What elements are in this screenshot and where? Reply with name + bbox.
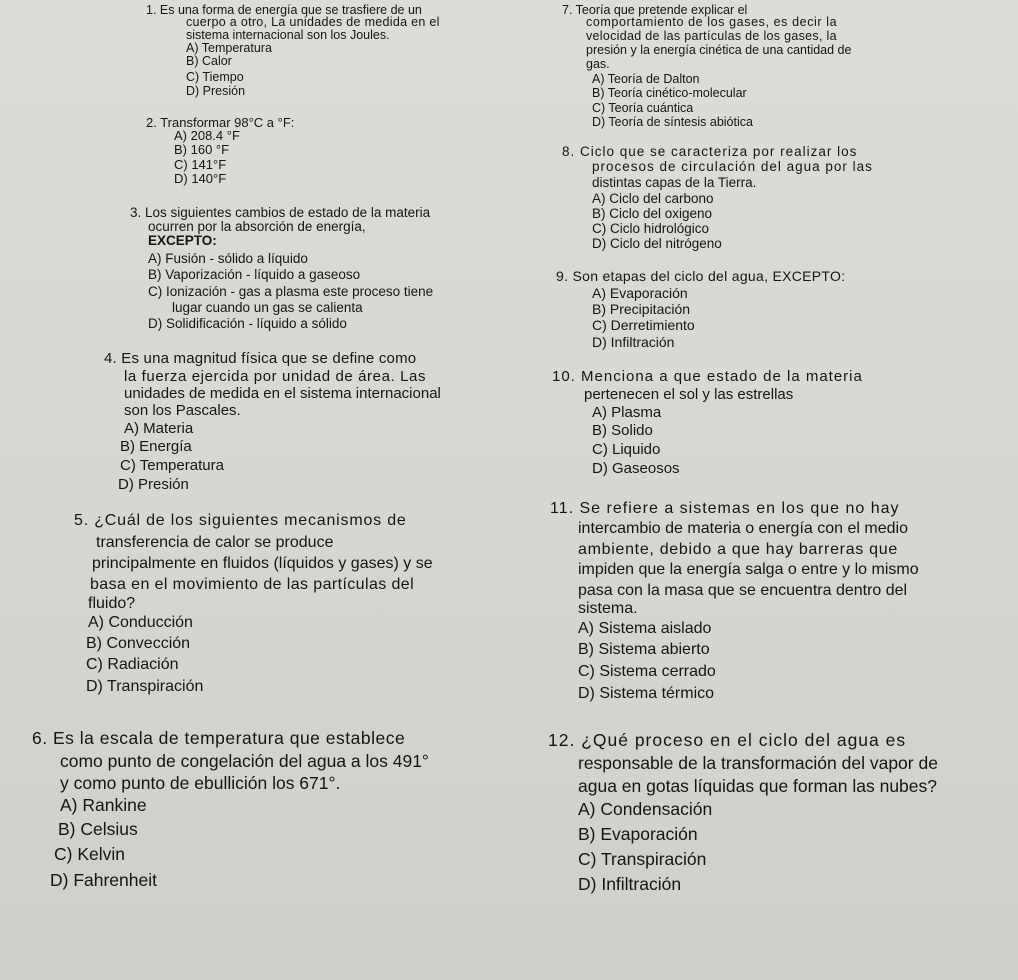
question-stem: fluido?	[88, 595, 136, 612]
option-b: B) Energía	[120, 438, 192, 455]
question-stem: pertenecen el sol y las estrellas	[584, 386, 794, 403]
option-d: D) Sistema térmico	[578, 685, 715, 702]
option-a: A) Materia	[124, 420, 194, 437]
question-stem: 2. Transformar 98°C a °F:	[146, 115, 295, 130]
option-c: C) Kelvin	[54, 844, 125, 864]
option-c: C) Ionización - gas a plasma este proceso tiene	[148, 284, 434, 299]
option-a: A) Fusión - sólido a líquido	[148, 251, 308, 266]
option-c: C) Derretimiento	[592, 317, 695, 333]
option-a: A) Conducción	[88, 614, 193, 631]
question-stem: 4. Es una magnitud física que se define como	[104, 350, 417, 367]
question-stem: sistema.	[578, 600, 638, 617]
option-c: C) Radiación	[86, 656, 179, 673]
option-b: B) Celsius	[58, 819, 138, 839]
question-stem: responsable de la transformación del vapor de	[578, 753, 938, 773]
question-stem: EXCEPTO:	[148, 233, 217, 248]
question-stem: 8. Ciclo que se caracteriza por realizar los	[562, 144, 858, 159]
option-b: B) Precipitación	[592, 301, 691, 317]
option-b: B) Solido	[592, 422, 653, 439]
question-stem: sistema internacional son los Joules.	[186, 28, 390, 42]
option-d: D) Infiltración	[592, 334, 675, 350]
option-d: D) Transpiración	[86, 678, 204, 695]
question-stem: ambiente, debido a que hay barreras que	[578, 541, 898, 558]
option-a: A) Condensación	[578, 799, 713, 819]
question-stem: presión y la energía cinética de una cantidad de	[586, 43, 852, 57]
question-stem: unidades de medida en el sistema internacional	[124, 385, 441, 402]
option-b: B) 160 °F	[174, 142, 230, 157]
question-stem: 1. Es una forma de energía que se trasfiere de un	[146, 3, 422, 17]
question-stem: transferencia de calor se produce	[96, 534, 334, 551]
option-c-continued: lugar cuando un gas se calienta	[172, 300, 363, 315]
option-c: C) Ciclo hidrológico	[592, 221, 710, 236]
question-stem: agua en gotas líquidas que forman las nubes?	[578, 776, 938, 796]
option-d: D) Fahrenheit	[50, 870, 157, 890]
question-stem: 6. Es la escala de temperatura que establece	[32, 728, 406, 748]
option-a: A) 208.4 °F	[174, 128, 240, 143]
question-stem: velocidad de las partículas de los gases, la	[586, 29, 837, 43]
question-stem: basa en el movimiento de las partículas del	[90, 576, 415, 593]
option-b: B) Evaporación	[578, 824, 698, 844]
question-stem: principalmente en fluidos (líquidos y gases) y se	[92, 555, 433, 572]
question-stem: impiden que la energía salga o entre y lo mismo	[578, 561, 919, 578]
question-stem: como punto de congelación del agua a los 491°	[60, 751, 429, 771]
option-c: C) Temperatura	[120, 457, 224, 474]
option-d: D) Presión	[186, 84, 246, 98]
option-a: A) Temperatura	[186, 41, 272, 55]
question-stem: distintas capas de la Tierra.	[592, 175, 757, 190]
option-d: D) 140°F	[174, 171, 227, 186]
question-stem: cuerpo a otro, La unidades de medida en el	[186, 15, 440, 29]
question-stem: 7. Teoría que pretende explicar el	[562, 3, 748, 17]
option-b: B) Ciclo del oxigeno	[592, 206, 713, 221]
question-stem: 11. Se refiere a sistemas en los que no hay	[550, 500, 900, 517]
question-stem: intercambio de materia o energía con el medio	[578, 520, 908, 537]
option-d: D) Infiltración	[578, 874, 682, 894]
option-a: A) Teoría de Dalton	[592, 72, 700, 86]
question-stem: gas.	[586, 57, 610, 71]
option-c: C) Tiempo	[186, 70, 244, 84]
option-c: C) Transpiración	[578, 849, 707, 869]
question-stem: 9. Son etapas del ciclo del agua, EXCEPTO:	[556, 268, 846, 284]
option-d: D) Gaseosos	[592, 460, 680, 477]
question-stem: comportamiento de los gases, es decir la	[586, 15, 838, 29]
option-c: C) Teoría cuántica	[592, 101, 694, 115]
question-stem: son los Pascales.	[124, 402, 241, 419]
option-c: C) Sistema cerrado	[578, 663, 716, 680]
option-b: B) Calor	[186, 54, 232, 68]
option-a: A) Rankine	[60, 795, 147, 815]
question-stem: y como punto de ebullición los 671°.	[60, 773, 341, 793]
option-a: A) Ciclo del carbono	[592, 191, 714, 206]
option-d: D) Ciclo del nitrógeno	[592, 236, 722, 251]
question-stem: ocurren por la absorción de energía,	[148, 219, 366, 234]
question-stem: 12. ¿Qué proceso en el ciclo del agua es	[548, 730, 907, 750]
option-d: D) Teoría de síntesis abiótica	[592, 115, 753, 129]
question-stem: 5. ¿Cuál de los siguientes mecanismos de	[74, 512, 407, 529]
question-stem: 3. Los siguientes cambios de estado de la materia	[130, 205, 431, 220]
question-stem: la fuerza ejercida por unidad de área. Las	[124, 368, 427, 385]
option-a: A) Sistema aislado	[578, 620, 712, 637]
option-b: B) Sistema abierto	[578, 641, 710, 658]
option-c: C) 141°F	[174, 157, 227, 172]
option-c: C) Liquido	[592, 441, 661, 458]
option-b: B) Vaporización - líquido a gaseoso	[148, 267, 361, 282]
option-d: D) Solidificación - líquido a sólido	[148, 316, 347, 331]
question-stem: pasa con la masa que se encuentra dentro del	[578, 582, 908, 599]
question-stem: 10. Menciona a que estado de la materia	[552, 368, 863, 385]
question-stem: procesos de circulación del agua por las	[592, 159, 873, 174]
option-d: D) Presión	[118, 476, 189, 493]
option-a: A) Plasma	[592, 404, 662, 421]
option-b: B) Convección	[86, 635, 191, 652]
option-a: A) Evaporación	[592, 285, 688, 301]
option-b: B) Teoría cinético-molecular	[592, 86, 747, 100]
